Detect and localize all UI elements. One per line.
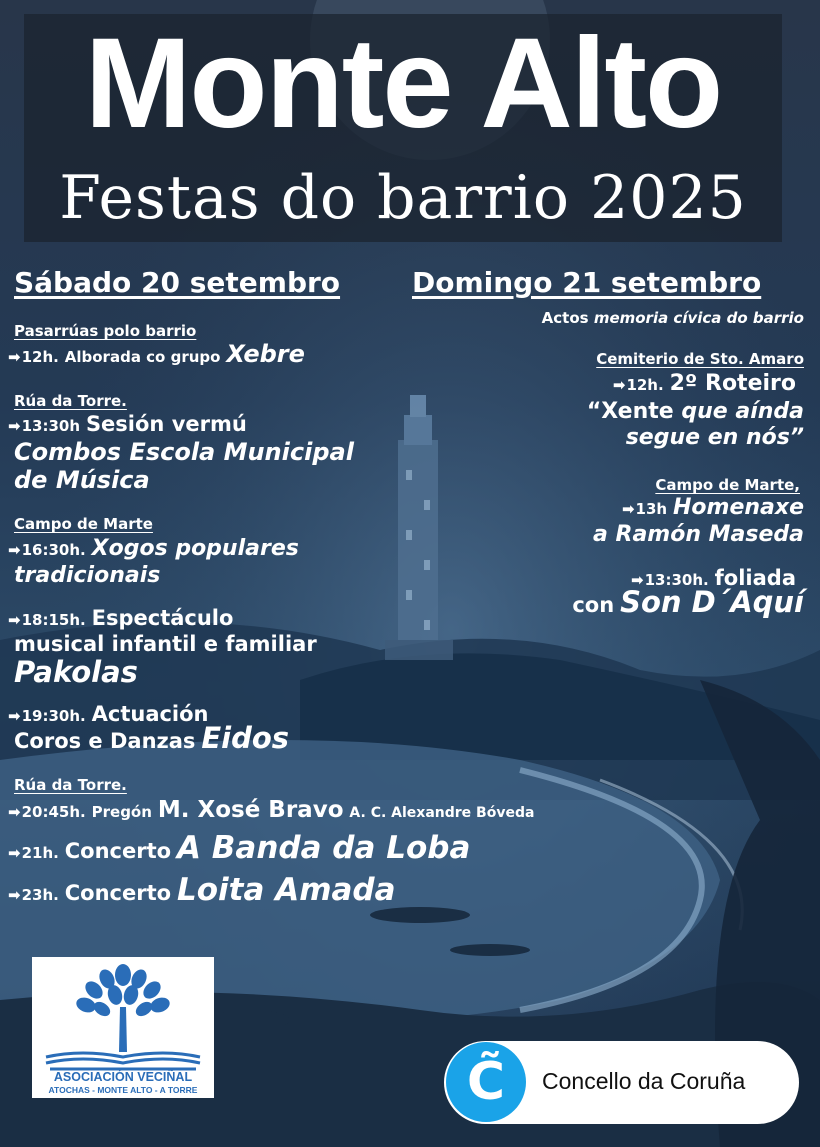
arrow-right-icon: ➡ — [8, 417, 21, 435]
event-place: Rúa da Torre. — [14, 392, 127, 410]
event-line: ➡16:30h. Xogos populares — [8, 536, 299, 561]
event-line: ➡18:15h. Espectáculo — [8, 606, 234, 630]
arrow-right-icon: ➡ — [612, 376, 626, 394]
event-quote: segue en nós” — [625, 425, 804, 450]
concello-text: Concello da Coruña — [542, 1068, 746, 1094]
event-place: Campo de Marte, — [655, 476, 800, 494]
sunday-intro: Actos memoria cívica do barrio — [541, 309, 804, 327]
event-line: ➡19:30h. Actuación — [8, 702, 209, 726]
event-line: ➡12h. 2º Roteiro — [612, 371, 796, 396]
event-line: ➡13h Homenaxe — [621, 495, 804, 520]
event-text: musical infantil e familiar — [14, 632, 317, 656]
event-quote: “Xente que aínda — [586, 399, 804, 424]
arrow-right-icon: ➡ — [8, 348, 21, 366]
concello-logo — [444, 1041, 799, 1124]
arrow-right-icon: ➡ — [8, 541, 21, 559]
event-line: ➡13:30h. foliada — [631, 566, 796, 590]
arrow-right-icon: ➡ — [8, 707, 21, 725]
event-name: Combos Escola Municipal — [14, 438, 354, 466]
event-line: ➡23h. Concerto Loita Amada — [8, 872, 396, 908]
event-line: ➡20:45h. Pregón M. Xosé Bravo A. C. Alexandre Bóveda — [8, 797, 535, 823]
asociacion-subtitle: ATOCHAS - MONTE ALTO - A TORRE — [48, 1085, 198, 1095]
asociacion-name: ASOCIACIÓN VECIÑAL — [53, 1070, 193, 1084]
event-name: tradicionais — [14, 563, 161, 588]
arrow-right-icon: ➡ — [631, 571, 644, 589]
asociacion-logo — [32, 957, 214, 1098]
event-line: con Son D´Aquí — [572, 585, 804, 619]
book-icon — [46, 1053, 200, 1069]
arrow-right-icon: ➡ — [8, 886, 21, 904]
event-place: Cemiterio de Sto. Amaro — [596, 350, 804, 368]
event-name: Pakolas — [14, 655, 138, 689]
event-line: ➡12h. Alborada co grupo Xebre — [8, 340, 305, 368]
event-line: ➡21h. Concerto A Banda da Loba — [8, 830, 471, 866]
event-place: Rúa da Torre. — [14, 776, 127, 794]
event-name: a Ramón Maseda — [593, 522, 804, 547]
event-place: Campo de Marte — [14, 515, 153, 533]
arrow-right-icon: ➡ — [8, 803, 21, 821]
sunday-heading: Domingo 21 setembro — [412, 266, 762, 299]
event-line: Coros e Danzas Eidos — [14, 721, 290, 755]
page-title: Monte Alto — [84, 12, 722, 155]
concello-symbol-icon: C̃ — [446, 1042, 526, 1122]
arrow-right-icon: ➡ — [8, 611, 21, 629]
arrow-right-icon: ➡ — [8, 844, 21, 862]
tree-icon — [32, 957, 214, 1098]
saturday-heading: Sábado 20 setembro — [14, 266, 341, 299]
page-subtitle: Festas do barrio 2025 — [59, 163, 747, 233]
event-line: ➡13:30h Sesión vermú — [8, 412, 247, 436]
event-place: Pasarrúas polo barrio — [14, 322, 197, 340]
arrow-right-icon: ➡ — [621, 500, 635, 518]
event-name: de Música — [14, 466, 150, 494]
